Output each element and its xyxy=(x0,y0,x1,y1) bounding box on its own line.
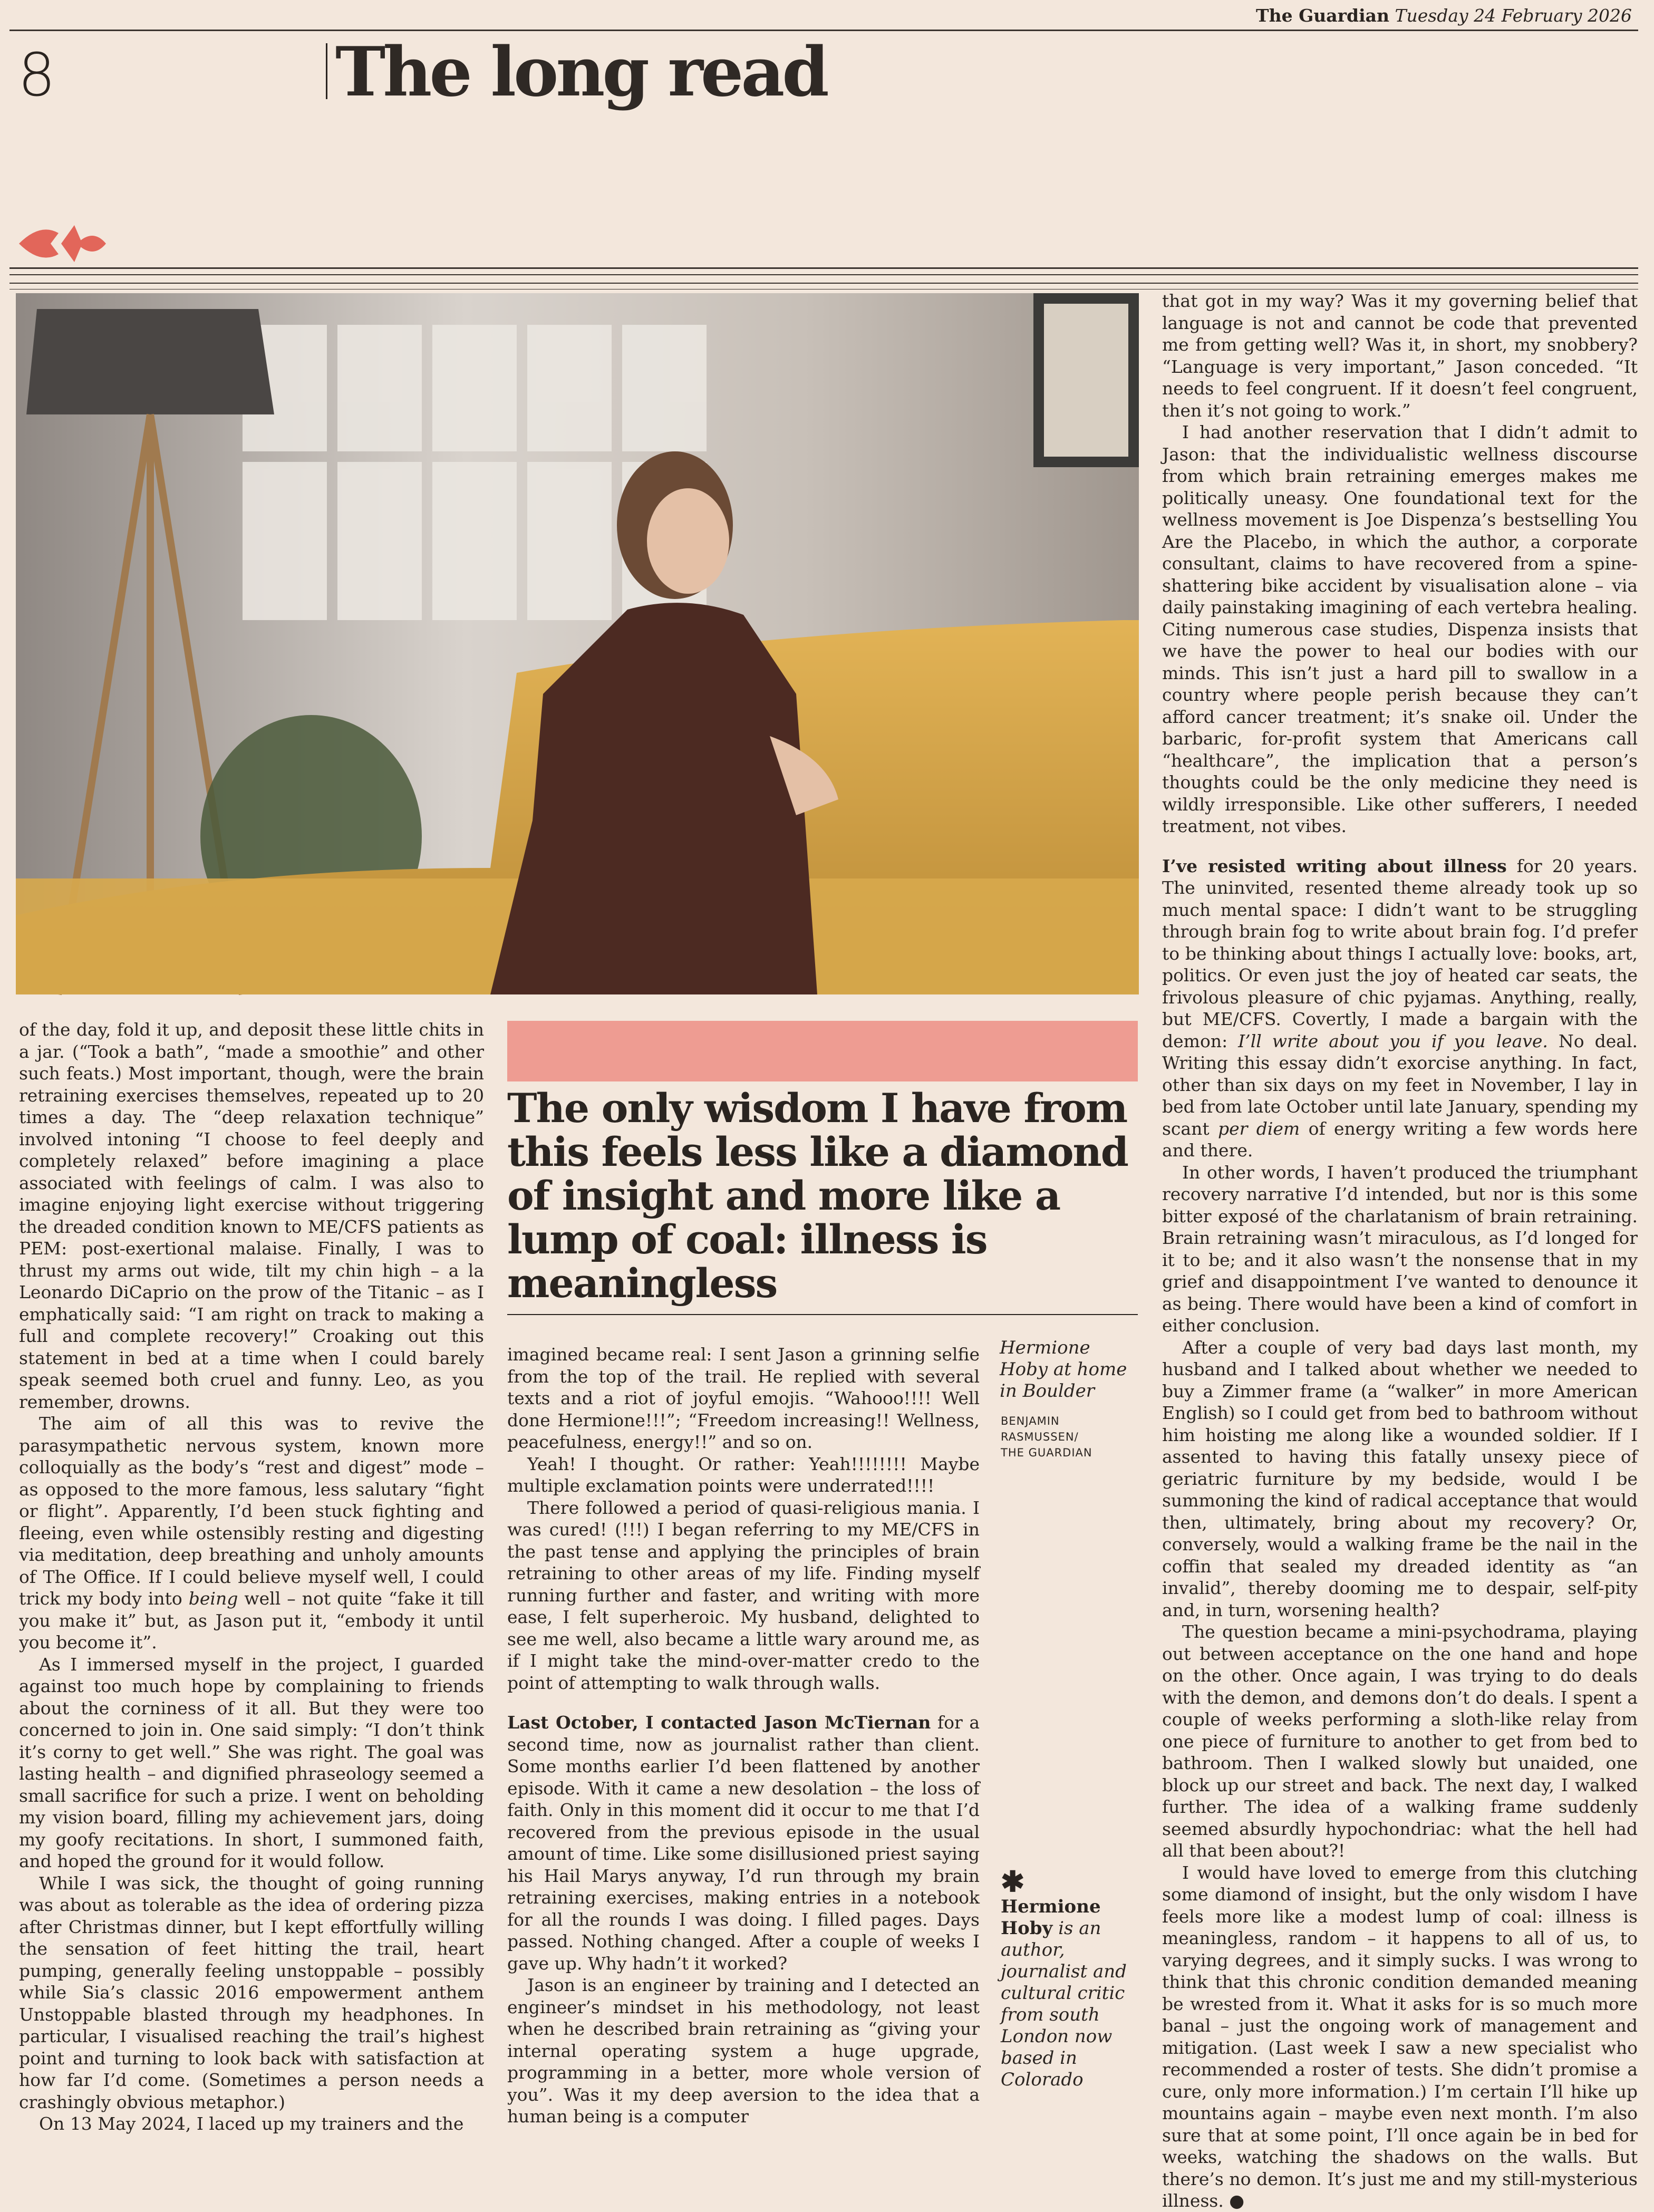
paragraph xyxy=(507,1712,980,1974)
emphasis: per diem xyxy=(1217,1118,1300,1139)
paragraph-text: of energy writing a few words here and there. xyxy=(1162,1118,1638,1161)
pull-quote-bar xyxy=(507,1021,1138,1081)
paragraph-text: The aim of all this was to revive the parasympathetic nervous system, known more colloquially as the body’s “rest and digest” mode – as opposed to the more famous, less salutary “fight or flight”. Apparently, I’d been stuck fighting and fleeing, even while ostensibly resting and digesting via meditation, deep breathing and unholy amounts of The Office. If I could believe myself well, I could trick my body into xyxy=(19,1413,484,1609)
paragraph-text: for a second time, now as journalist rather than client. Some months earlier I’d been flattened by another episode. With it came a new desolation – the loss of faith. Only in this moment did it occur to me that I’d recovered from the previous episode in the usual amount of time. Like some disillusioned priest saying his Hail Marys anyway, I’d run through my brain retraining exercises, making entries in a notebook for all the rounds I was doing. I filled pages. Days passed. Nothing changed. After a couple of weeks I gave up. Why hadn’t it worked? xyxy=(507,1712,980,1974)
masthead-brand: The Guardian xyxy=(1256,5,1390,26)
pull-quote-rule xyxy=(507,1314,1138,1315)
paragraph-text: No deal. Writing this essay didn’t exorcise anything. In fact, other than six days on my feet in November, I lay in bed from late October until late January, spending my scant xyxy=(1162,1030,1638,1139)
rule xyxy=(9,267,1638,269)
section-divider xyxy=(326,43,327,99)
paragraph: I had another reservation that I didn’t admit to Jason: that the individualistic wellness discourse from which brain retraining emerges makes me politically uneasy. One foundational text for the wellness movement is Joe Dispenza’s bestselling You Are the Placebo, in which the author, a corporate consultant, claims to have recovered from a spine-shattering bike accident by visualisation alone – via daily painstaking imagining of each vertebra healing. Citing numerous case studies, Dispenza insists that we have the power to heal our bodies with our minds. This isn’t just a hard pill to swallow in a country where people perish because they can’t afford cancer treatment; it’s snake oil. Under the barbaric, for-profit system that Americans call “healthcare”, the implication that a person’s thoughts could be the only medicine they need is wildly irresponsible. Like other sufferers, I needed treatment, not vibes. xyxy=(1162,422,1638,836)
author-bio-text: is an author, journalist and cultural critic from south London now based in Colorado xyxy=(1001,1918,1127,2090)
author-bio xyxy=(1001,1896,1139,2091)
top-rule xyxy=(9,30,1638,31)
paragraph: In other words, I haven’t produced the triumphant recovery narrative I’d intended, but nor is this some bitter exposé of the charlatanism of brain retraining. Brain retraining wasn’t miraculous, as I’d longed for it to be; and it also wasn’t the nonsense that in my grief and disappointment I’ve wanted to denounce it as being. There would have been a kind of comfort in either conclusion. xyxy=(1162,1162,1638,1336)
emphasis: being xyxy=(188,1588,238,1609)
article-column-3 xyxy=(1162,290,1638,2212)
paragraph: I would have loved to emerge from this clutching some diamond of insight, but the only wisdom I have feels more like a modest lump of coal: illness is meaningless, random – it happens to all of us, to varying degrees, and it simply sucks. I was wrong to think that this chronic condition demanded meaning be wrested from it. What it asks for is so much more banal – just the ongoing work of management and mitigation. (Last week I saw a new specialist who recommended a roster of tests. She didn’t promise a cure, only more information.) I’m certain I’ll hike up mountains again – maybe even next month. I’m also sure that at some point, I’ll once again be in bed for weeks, watching the shadows on the walls. But there’s no demon. It’s just me and my still-mysterious illness. ● xyxy=(1162,1862,1638,2211)
rule xyxy=(9,283,1638,284)
photo-caption: Hermione Hoby at home in Boulder xyxy=(1000,1337,1127,1402)
pull-quote: The only wisdom I have from this feels less like a diamond of insight and more like a lump of coal: illness is meaningless xyxy=(507,1085,1128,1307)
page-number: 8 xyxy=(18,41,56,110)
paragraph: Yeah! I thought. Or rather: Yeah!!!!!!!! Maybe multiple exclamation points were underrated!!!! xyxy=(507,1453,980,1496)
masthead-date: Tuesday 24 February 2026 xyxy=(1395,5,1632,26)
credit-line: BENJAMIN xyxy=(1001,1415,1060,1427)
paragraph: imagined became real: I sent Jason a grinning selfie from the top of the trail. He replied with several texts and a riot of joyful emojis. “Wahooo!!!! Well done Hermione!!!”; “Freedom increasing!! Wellness, peacefulness, energy!!” and so on. xyxy=(507,1344,980,1452)
paragraph xyxy=(1162,855,1638,1162)
paragraph: Jason is an engineer by training and I detected an engineer’s mindset in his methodology, not least when he described brain retraining as “giving your internal operating system a huge upgrade, programming in a better, more whole version of you”. Was it my deep aversion to the idea that a human being is a computer xyxy=(507,1975,980,2127)
article-column-2 xyxy=(507,1344,980,2128)
lead-in: I’ve resisted writing about illness xyxy=(1162,855,1507,876)
credit-line: RASMUSSEN/ xyxy=(1001,1431,1079,1443)
paragraph: While I was sick, the thought of going running was about as tolerable as the idea of ordering pizza after Christmas dinner, but I kept effortfully willing the sensation of feet hitting the trail, heart pumping, generally feeling unstoppable – possibly while Sia’s classic 2016 empowerment anthem Unstoppable blasted through my headphones. In particular, I visualised reaching the trail’s highest point and turning to look back with satisfaction at how far I’d come. (Sometimes a person needs a crashingly obvious metaphor.) xyxy=(19,1872,484,2112)
paragraph: On 13 May 2024, I laced up my trainers and the xyxy=(39,2113,464,2134)
paragraph-text: well – not quite “fake it till you make it” but, as Jason put it, “embody it until you become it”. xyxy=(19,1588,484,1653)
paragraph xyxy=(19,1413,484,1654)
paragraph: There followed a period of quasi-religious mania. I was cured! (!!!) I began referring to my ME/CFS in the past tense and applying the principles of brain retraining to other areas of my life. Finding myself running further and faster, and writing with more ease, I felt superheroic. My husband, delighted to see me well, also became a little wary around me, as if I might take the mind-over-matter credo to the point of attempting to walk through walls. xyxy=(507,1497,980,1693)
paragraph: As I immersed myself in the project, I guarded against too much hope by complaining to friends about the corniness of it all. But they were too concerned to join in. One said simply: “I don’t think it’s corny to get well.” She was right. The goal was lasting health – and dignified phraseology seemed a small sacrifice for such a prize. I went on beholding my vision board, filling my achievement jars, doing my goofy recitations. In short, I summoned faith, and hoped the ground for it would follow. xyxy=(19,1654,484,1871)
asterisk-icon: ✱ xyxy=(1001,1865,1025,1898)
paragraph: of the day, fold it up, and deposit these little chits in a jar. (“Took a bath”, “made a smoothie” and other such feats.) Most important, though, were the brain retraining exercises themselves, repeated up to 20 times a day. The “deep relaxation technique” involved intoning “I choose to feel deeply and completely relaxed” before imagining a place associated with feelings of calm. I was also to imagine enjoying light exercise without triggering the dreaded condition known to ME/CFS patients as PEM: post-exertional malaise. Finally, I was to thrust my arms out wide, tilt my chin high – a la Leonardo DiCaprio on the prow of the Titanic – as I emphatically said: “I am right on track to making a full and complete recovery!” Croaking out this statement in bed at a time when I could barely speak seemed both cruel and funny. Leo, as you remember, drowns. xyxy=(19,1019,484,1412)
paragraph: that got in my way? Was it my governing belief that language is not and cannot be code that prevented me from getting well? Was it, in short, my snobbery? “Language is very important,” Jason conceded. “It needs to feel congruent. If it doesn’t feel congruent, then it’s not going to work.” xyxy=(1162,291,1638,421)
article-column-1 xyxy=(19,1019,484,2135)
ornament-icon xyxy=(19,217,109,270)
lead-in: Last October, I contacted Jason McTiernan xyxy=(507,1712,931,1733)
rule xyxy=(9,274,1638,275)
paragraph: After a couple of very bad days last month, my husband and I talked about whether we needed to buy a Zimmer frame (a “walker” in more American English) so I could get from bed to bathroom without him hoisting me along like a wounded soldier. If I assented to having this fatally unsexy piece of geriatric furniture by my bedside, would I be summoning the kind of radical acceptance that would then, ultimately, bring about my recovery? Or, conversely, would a walking frame be the nail in the coffin that sealed my dreaded identity as “an invalid”, thereby dooming me to despair, self-pity and, in turn, worsening health? xyxy=(1162,1337,1638,1620)
photo-credit xyxy=(1001,1413,1139,1461)
emphasis: I’ll write about you if you leave. xyxy=(1238,1030,1548,1051)
paragraph: The question became a mini-psychodrama, playing out between acceptance on the one hand and hope on the other. Once again, I was trying to do deals with the demon, and demons don’t do deals. I spent a couple of weeks performing a sloth-like relay from one piece of furniture to another to get from bed to bathroom. Then I walked slowly but unaided, one block up our street and back. The next day, I walked further. The idea of a walking frame suddenly seemed absurdly hypochondriac: what the hell had all that been about?! xyxy=(1162,1621,1638,1861)
section-title: The long read xyxy=(335,33,827,112)
article-photo xyxy=(16,293,1139,994)
author-name: Hermione Hoby xyxy=(1001,1896,1101,1939)
paragraph-text: for 20 years. The uninvited, resented theme already took up so much mental space: I didn’t want to be struggling through brain fog to write about brain fog. I’d prefer to be thinking about things I actually love: books, art, politics. Or even just the joy of heated car seats, the frivolous pleasure of chic pyjamas. Anything, really, but ME/CFS. Covertly, I made a bargain with the demon: xyxy=(1162,855,1638,1051)
masthead xyxy=(1256,5,1632,26)
credit-line: THE GUARDIAN xyxy=(1001,1446,1092,1459)
